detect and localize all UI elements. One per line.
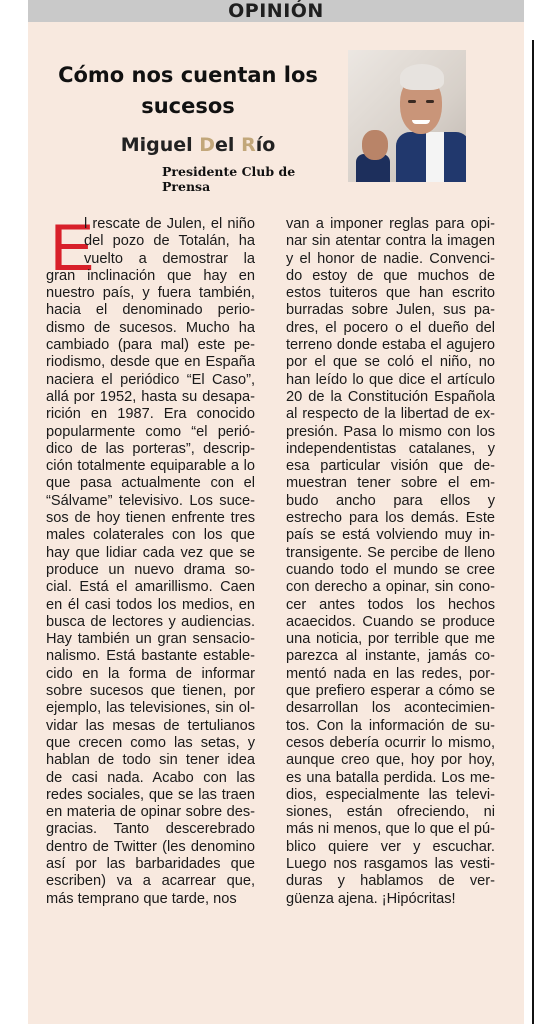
text-line: l rescate de Julen, el niño — [84, 216, 255, 232]
text-line: cuando todo el mundo se cree — [286, 561, 495, 578]
article-column-1 — [46, 210, 255, 908]
text-line: terreno donde estaba el agujero — [286, 337, 495, 354]
text-line: en materia de opinar sobre des- — [46, 804, 255, 821]
text-line: “Sálvame” televisivo. Los suce- — [46, 492, 255, 509]
text-line: dres, el pocero o el dueño del — [286, 319, 495, 336]
text-line: de casi nada. Acabo con las — [46, 769, 255, 786]
article-column-2 — [286, 216, 495, 908]
text-line: y el honor de nadie. Convenci- — [286, 250, 495, 267]
text-line: al respecto de la libertad de ex- — [286, 406, 495, 423]
text-line: parezca al instante, jamás co- — [286, 648, 495, 665]
text-line: budo ancho para ellos y — [286, 492, 495, 509]
text-line: gracias. Tanto descerebrado — [46, 821, 255, 838]
author-part-2: el — [215, 134, 242, 156]
photo-mouth — [412, 120, 430, 124]
text-line: que pasa actualmente con el — [46, 475, 255, 492]
author-part-3: ío — [255, 134, 276, 156]
text-line: güenza ajena. ¡Hipócritas! — [286, 890, 456, 907]
text-line: van a imponer reglas para opi- — [286, 216, 495, 232]
text-line: dismo de sucesos. Mucho ha — [46, 319, 255, 336]
text-line: es una batalla perdida. Los me- — [286, 769, 495, 786]
text-line: mentó nada en las redes, por- — [286, 665, 495, 682]
text-line: acaecidos. Cuando se produce — [286, 613, 495, 630]
text-line: cer antes todos los hechos — [286, 596, 495, 613]
text-line: 20 de la Constitución Española — [286, 388, 495, 405]
text-line: do estoy de que muchos de — [286, 267, 495, 284]
text-line: burradas sobre Julen, sus pa- — [286, 302, 495, 319]
text-line: gran inclinación que hay en — [46, 267, 255, 284]
text-line: sos de hoy tienen enfrente tres — [46, 510, 255, 527]
text-line: blico quiere ver y escuchar. — [286, 838, 495, 855]
text-line: rición en 1987. Era conocido — [46, 406, 255, 423]
text-line: Luego nos rasgamos las vesti- — [286, 855, 495, 872]
text-line: hacia el denominado perio- — [46, 302, 255, 319]
text-line: allá por 1952, hasta su desapa- — [46, 388, 255, 405]
text-line: esa particular visión que de- — [286, 458, 495, 475]
photo-hair — [400, 64, 444, 90]
text-line: cambiado (para mal) este pe- — [46, 337, 255, 354]
text-line: cesos debería ocurrir lo mismo, — [286, 734, 495, 751]
photo-eye-left — [408, 100, 416, 103]
text-line: dentro de Twitter (les denomino — [46, 838, 255, 855]
text-line: dios, especialmente las televi- — [286, 786, 495, 803]
text-line: riodismo, desde que en España — [46, 354, 255, 371]
author-name — [108, 134, 288, 156]
text-line: naciera el periódico “El Caso”, — [46, 371, 255, 388]
text-line: duras y hablamos de ver- — [286, 873, 495, 890]
text-line: transigente. Se percibe de lleno — [286, 544, 495, 561]
article-headline — [48, 60, 328, 122]
text-line: popularmente como “el perió- — [46, 423, 255, 440]
text-line: produce un nuevo drama so- — [46, 561, 255, 578]
text-line: busca de lectores y audiencias. — [46, 613, 255, 630]
headline-line-2: sucesos — [141, 94, 235, 118]
text-line: vidar las mesas de tertulianos — [46, 717, 255, 734]
photo-shirt — [426, 132, 444, 182]
author-role: Presidente Club de Prensa — [162, 164, 296, 194]
author-highlight-1: D — [199, 134, 216, 156]
text-line: por el que se coló el niño, no — [286, 354, 495, 371]
text-line: hablan de todo sin tener idea — [46, 752, 255, 769]
text-line: hay que lidiar cada vez que se — [46, 544, 255, 561]
text-line: vuelto a demostrar la — [84, 250, 255, 267]
text-line: más ni menos, que lo que el pú- — [286, 821, 495, 838]
text-line: ejemplo, las televisiones, sin ol- — [46, 700, 255, 717]
text-line: aunque creo que, hoy por hoy, — [286, 752, 495, 769]
author-highlight-2: R — [241, 134, 256, 156]
text-line: presión. Pasa lo mismo con los — [286, 423, 495, 440]
photo-hand — [362, 130, 388, 160]
text-line: sobre sucesos que tienen, por — [46, 683, 255, 700]
author-part-1: Miguel — [120, 134, 200, 156]
headline-line-1: Cómo nos cuentan los — [58, 63, 318, 87]
text-line: que crecen como las setas, y — [46, 734, 255, 751]
photo-eye-right — [426, 100, 434, 103]
text-line: que prefiero esperar a cómo se — [286, 683, 495, 700]
text-line: estos tuiteros que han escrito — [286, 285, 495, 302]
text-line: dico de las porteras”, descrip- — [46, 440, 255, 457]
text-line: con derecho a opinar, sin cono- — [286, 579, 495, 596]
text-line: Hay también un gran sensacio- — [46, 631, 255, 648]
text-line: nuestro país, y fuera también, — [46, 285, 255, 302]
text-line: desarrollan los acontecimien- — [286, 700, 495, 717]
text-line: ción totalmente equiparable a lo — [46, 458, 255, 475]
text-line: estrecho para los demás. Este — [286, 510, 495, 527]
author-photo — [348, 50, 466, 182]
text-line: del pozo de Totalán, ha — [84, 233, 255, 250]
section-header — [28, 0, 524, 22]
text-line: cial. Está el amarillismo. Caen — [46, 579, 255, 596]
text-line: nalismo. Está bastante estable- — [46, 648, 255, 665]
text-line: escriben) va a acarrear que, — [46, 873, 255, 890]
text-line: muestran tener sobre el em- — [286, 475, 495, 492]
text-line: nar sin atentar contra la imagen — [286, 233, 495, 250]
drop-cap: E — [50, 210, 95, 284]
text-line: males colaterales con los que — [46, 527, 255, 544]
text-line: tos. Con la información de su- — [286, 717, 495, 734]
text-line: redes sociales, que se las traen — [46, 786, 255, 803]
text-line: siones, están ofreciendo, ni — [286, 804, 495, 821]
text-line: cido en la forma de informar — [46, 665, 255, 682]
text-line: país se está volviendo muy in- — [286, 527, 495, 544]
column-rule — [532, 40, 534, 1024]
text-line: independentistas catalanes, y — [286, 440, 495, 457]
text-line: han leído lo que dice el artículo — [286, 371, 495, 388]
section-title: OPINIÓN — [228, 0, 324, 22]
text-line: más temprano que tarde, nos — [46, 890, 237, 907]
text-line: en él casi todos los medios, en — [46, 596, 255, 613]
text-line: así por las barbaridades que — [46, 855, 255, 872]
text-line: una noticia, por terrible que me — [286, 631, 495, 648]
